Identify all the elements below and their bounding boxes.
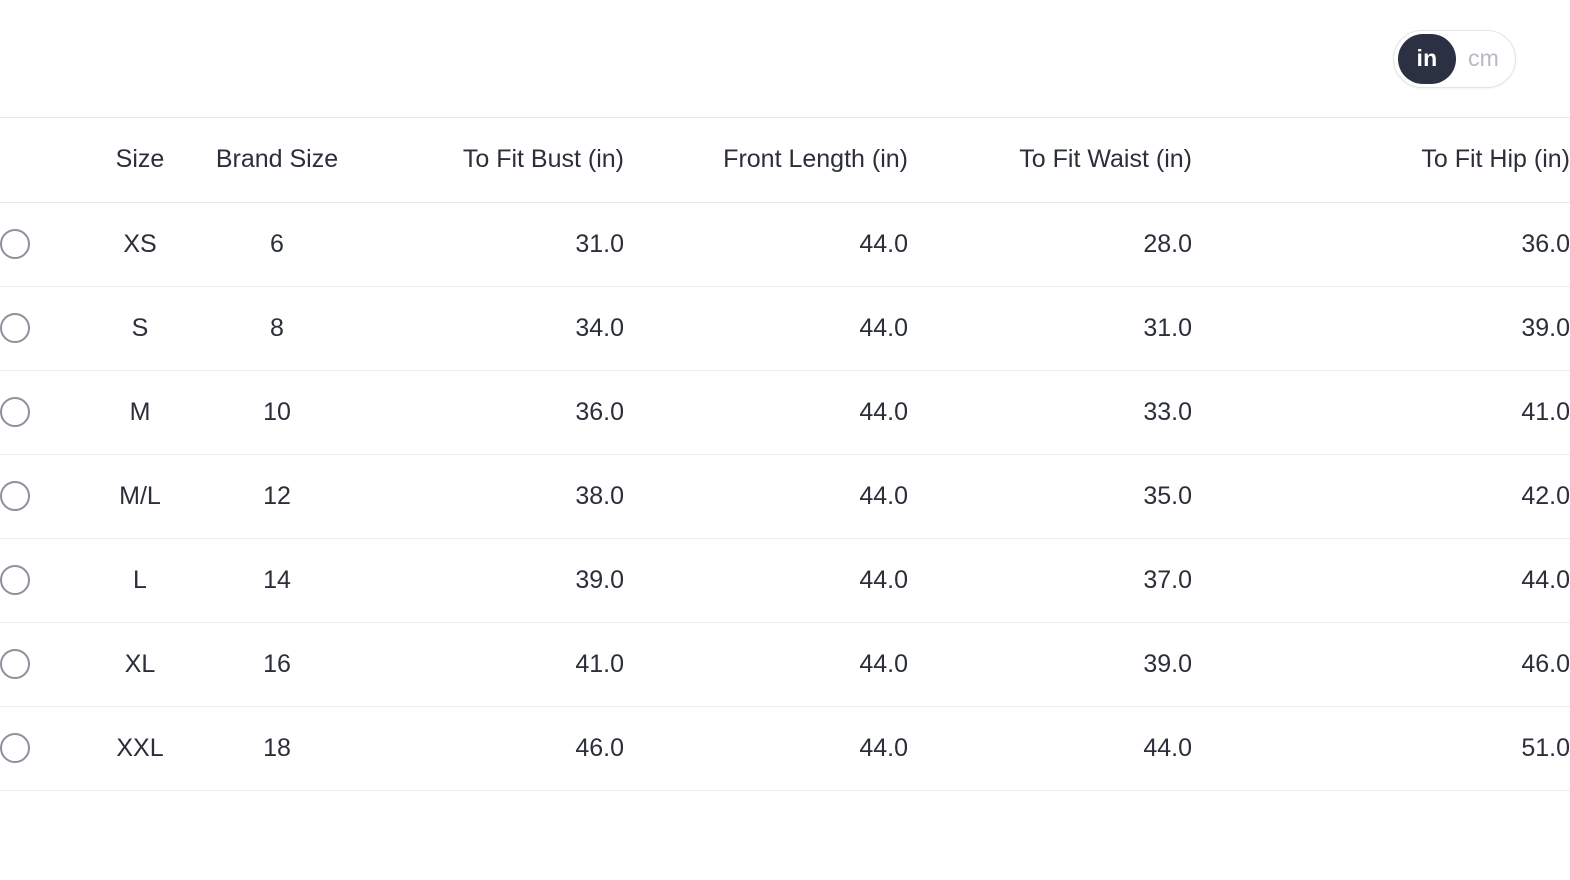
unit-toggle-bar	[0, 0, 1570, 118]
cell-size: XXL	[116, 733, 164, 762]
cell-to-fit-hip: 36.0	[1521, 229, 1570, 258]
row-select-cell[interactable]	[0, 454, 86, 538]
column-header-to-fit-waist: To Fit Waist (in)	[908, 118, 1192, 202]
row-select-cell[interactable]	[0, 622, 86, 706]
row-select-cell[interactable]	[0, 286, 86, 370]
radio-button-icon[interactable]	[0, 313, 30, 343]
column-header-size: Size	[86, 118, 194, 202]
table-row[interactable]	[0, 706, 1570, 790]
unit-option-cm[interactable]: cm	[1467, 45, 1499, 71]
cell-to-fit-bust: 38.0	[575, 481, 624, 510]
cell-brand-size: 10	[263, 397, 291, 426]
cell-size: M/L	[119, 481, 161, 510]
cell-front-length: 44.0	[859, 649, 908, 678]
cell-brand-size: 8	[270, 313, 284, 342]
cell-to-fit-bust: 39.0	[575, 565, 624, 594]
cell-to-fit-waist: 39.0	[1143, 649, 1192, 678]
cell-to-fit-hip: 42.0	[1521, 481, 1570, 510]
cell-brand-size: 18	[263, 733, 291, 762]
cell-brand-size: 6	[270, 229, 284, 258]
row-select-cell[interactable]	[0, 202, 86, 286]
cell-front-length: 44.0	[859, 313, 908, 342]
cell-brand-size: 16	[263, 649, 291, 678]
column-header-select	[0, 118, 86, 202]
column-header-to-fit-hip: To Fit Hip (in)	[1192, 118, 1570, 202]
table-row[interactable]	[0, 622, 1570, 706]
cell-to-fit-bust: 36.0	[575, 397, 624, 426]
cell-to-fit-waist: 37.0	[1143, 565, 1192, 594]
cell-front-length: 44.0	[859, 733, 908, 762]
table-body	[0, 202, 1570, 790]
table-row[interactable]	[0, 202, 1570, 286]
cell-to-fit-waist: 44.0	[1143, 733, 1192, 762]
cell-brand-size: 14	[263, 565, 291, 594]
row-select-cell[interactable]	[0, 538, 86, 622]
row-select-cell[interactable]	[0, 370, 86, 454]
cell-to-fit-waist: 28.0	[1143, 229, 1192, 258]
cell-to-fit-waist: 31.0	[1143, 313, 1192, 342]
size-chart-table	[0, 118, 1570, 791]
cell-size: XS	[123, 229, 157, 258]
cell-size: M	[129, 397, 151, 426]
cell-front-length: 44.0	[859, 397, 908, 426]
column-header-brand-size: Brand Size	[194, 118, 360, 202]
row-select-cell[interactable]	[0, 706, 86, 790]
radio-button-icon[interactable]	[0, 481, 30, 511]
unit-option-in[interactable]: in	[1398, 34, 1456, 84]
cell-brand-size: 12	[263, 481, 291, 510]
unit-toggle[interactable]	[1393, 30, 1516, 88]
table-header-row	[0, 118, 1570, 202]
cell-size: XL	[124, 649, 156, 678]
cell-to-fit-hip: 39.0	[1521, 313, 1570, 342]
cell-size: L	[133, 565, 147, 594]
cell-front-length: 44.0	[859, 565, 908, 594]
cell-to-fit-waist: 33.0	[1143, 397, 1192, 426]
radio-button-icon[interactable]	[0, 649, 30, 679]
cell-size: S	[131, 313, 149, 342]
cell-to-fit-hip: 46.0	[1521, 649, 1570, 678]
cell-to-fit-bust: 41.0	[575, 649, 624, 678]
cell-to-fit-bust: 31.0	[575, 229, 624, 258]
table-row[interactable]	[0, 538, 1570, 622]
column-header-to-fit-bust: To Fit Bust (in)	[360, 118, 624, 202]
cell-to-fit-hip: 44.0	[1521, 565, 1570, 594]
table-row[interactable]	[0, 370, 1570, 454]
cell-to-fit-bust: 46.0	[575, 733, 624, 762]
table-row[interactable]	[0, 454, 1570, 538]
cell-to-fit-waist: 35.0	[1143, 481, 1192, 510]
cell-front-length: 44.0	[859, 481, 908, 510]
radio-button-icon[interactable]	[0, 397, 30, 427]
table-header	[0, 118, 1570, 202]
radio-button-icon[interactable]	[0, 565, 30, 595]
cell-front-length: 44.0	[859, 229, 908, 258]
radio-button-icon[interactable]	[0, 733, 30, 763]
table-footer-spacer	[0, 791, 1570, 880]
cell-to-fit-bust: 34.0	[575, 313, 624, 342]
cell-to-fit-hip: 41.0	[1521, 397, 1570, 426]
cell-to-fit-hip: 51.0	[1521, 733, 1570, 762]
table-row[interactable]	[0, 286, 1570, 370]
column-header-front-length: Front Length (in)	[624, 118, 908, 202]
radio-button-icon[interactable]	[0, 229, 30, 259]
